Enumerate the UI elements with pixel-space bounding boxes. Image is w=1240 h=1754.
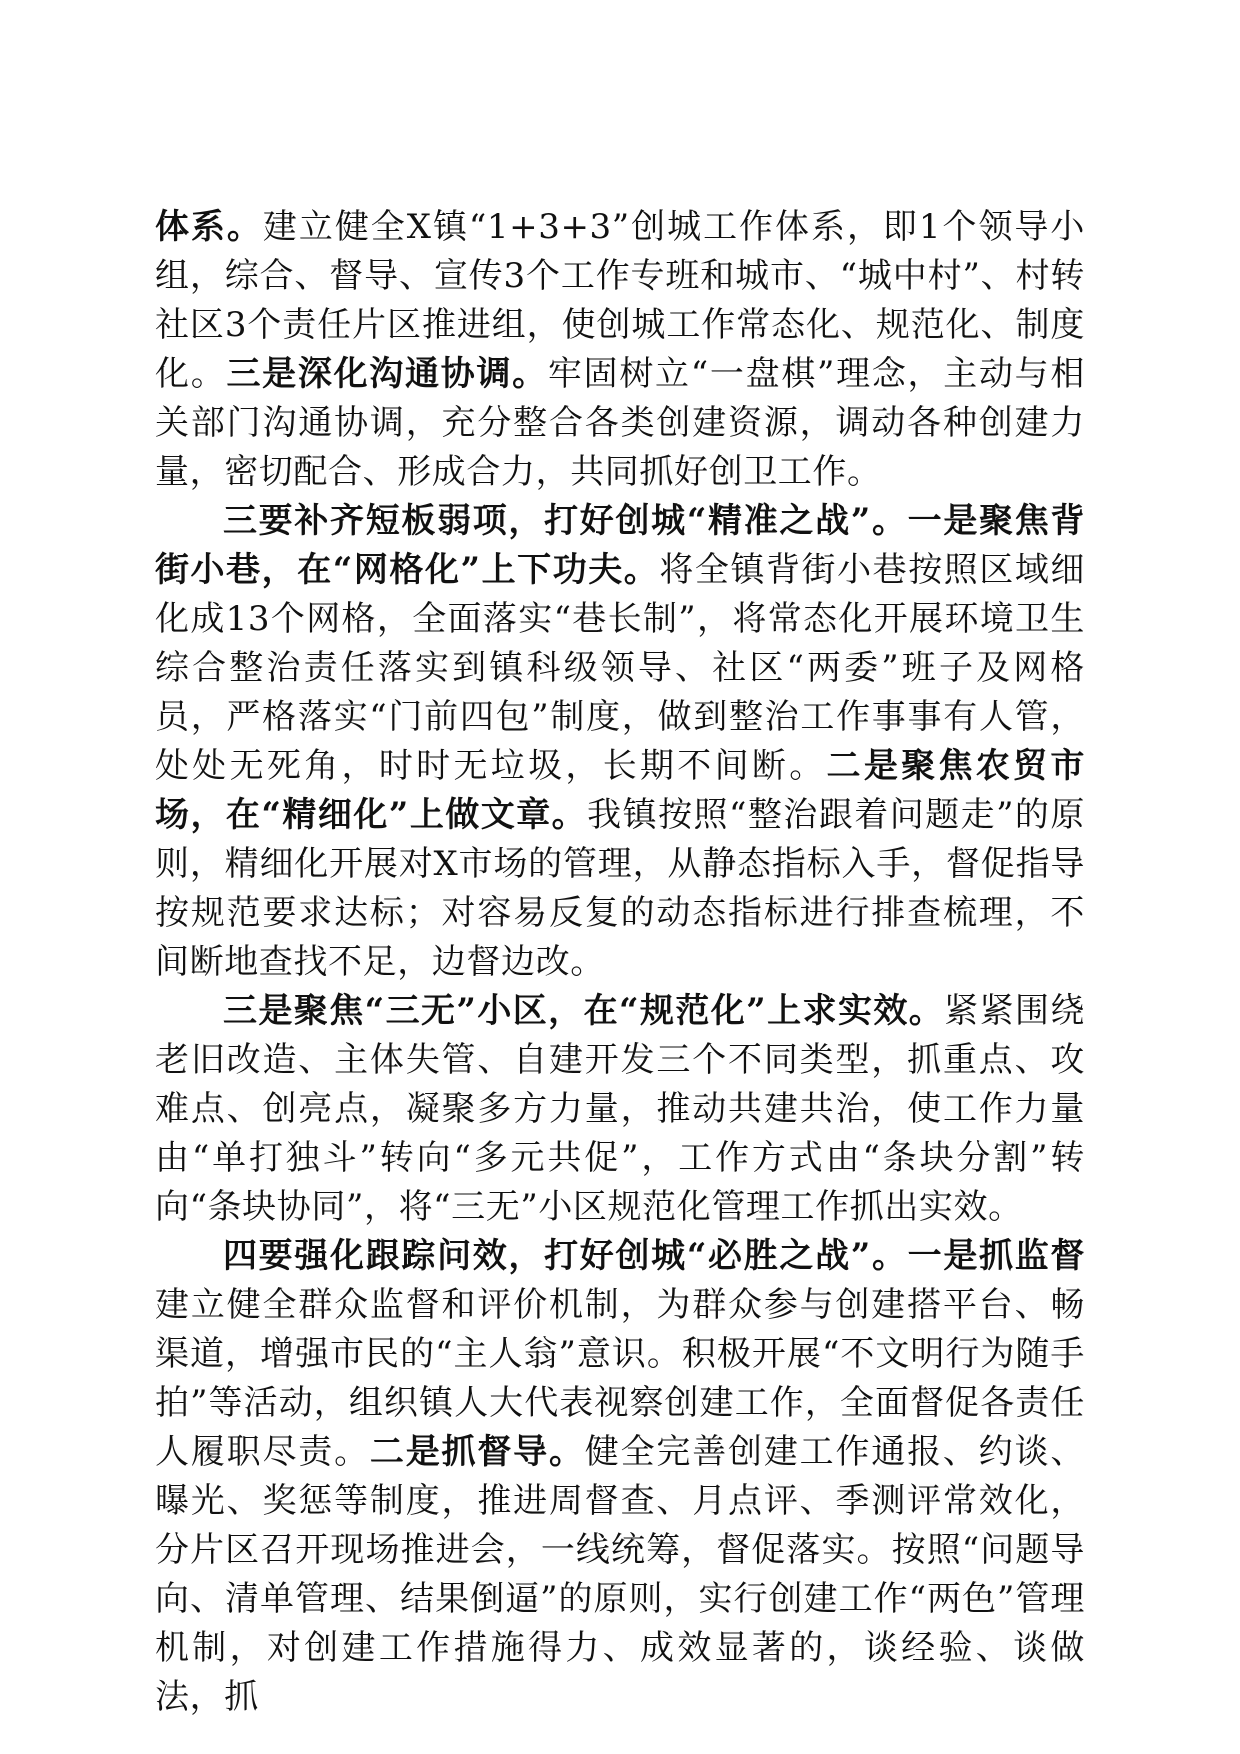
body-text: 牢固树立“一盘棋”理念，主动与相关部门沟通协调，充分整合各类创建资源，调动各种创建力量，密切配合、形成合力，共同抓好创卫工作。 [155,354,1085,492]
paragraph-1 [155,203,1085,497]
body-text: 建立健全X镇“1+3+3”创城工作体系，即1个领导小组，综合、督导、宣传3个工作专班和城市、“城中村”、村转社区3个责任片区推进组，使创城工作常态化、规范化、制度化。 [155,207,1085,394]
bold-heading: 四要强化跟踪问效，打好创城“必胜之战”。一是抓监督 [223,1236,1085,1276]
body-text: 我镇按照“整治跟着问题走”的原则，精细化开展对X市场的管理，从静态指标入手，督促指导按规范要求达标；对容易反复的动态指标进行排查梳理，不间断地查找不足，边督边改。 [155,795,1085,982]
paragraph-3 [155,987,1085,1232]
paragraph-2 [155,497,1085,987]
bold-heading: 三是聚焦“三无”小区，在“规范化”上求实效。 [223,991,945,1031]
bold-heading: 体系。 [155,207,263,247]
bold-heading: 二是聚焦农贸市场，在“精细化”上做文章。 [155,746,1085,835]
body-text: 建立健全群众监督和评价机制，为群众参与创建搭平台、畅渠道，增强市民的“主人翁”意识。积极开展“不文明行为随手拍”等活动，组织镇人大代表视察创建工作，全面督促各责任人履职尽责。 [155,1285,1085,1472]
bold-heading: 三是深化沟通协调。 [226,354,548,394]
document-body [155,203,1085,1722]
body-text: 健全完善创建工作通报、约谈、曝光、奖惩等制度，推进周督查、月点评、季测评常效化，分片区召开现场推进会，一线统筹，督促落实。按照“问题导向、清单管理、结果倒逼”的原则，实行创建工作“两色”管理机制，对创建工作措施得力、成效显著的，谈经验、谈做法，抓 [155,1432,1085,1717]
body-text: 紧紧围绕老旧改造、主体失管、自建开发三个不同类型，抓重点、攻难点、创亮点，凝聚多方力量，推动共建共治，使工作力量由“单打独斗”转向“多元共促”，工作方式由“条块分割”转向“条块协同”，将“三无”小区规范化管理工作抓出实效。 [155,991,1085,1227]
bold-heading: 三要补齐短板弱项，打好创城“精准之战”。一是聚焦背街小巷，在“网格化”上下功夫。 [155,501,1085,590]
body-text: 将全镇背街小巷按照区域细化成13个网格，全面落实“巷长制”，将常态化开展环境卫生综合整治责任落实到镇科级领导、社区“两委”班子及网格员，严格落实“门前四包”制度，做到整治工作事事有人管，处处无死角，时时无垃圾，长期不间断。 [155,550,1085,786]
paragraph-4 [155,1232,1085,1722]
bold-heading: 二是抓督导。 [369,1432,585,1472]
